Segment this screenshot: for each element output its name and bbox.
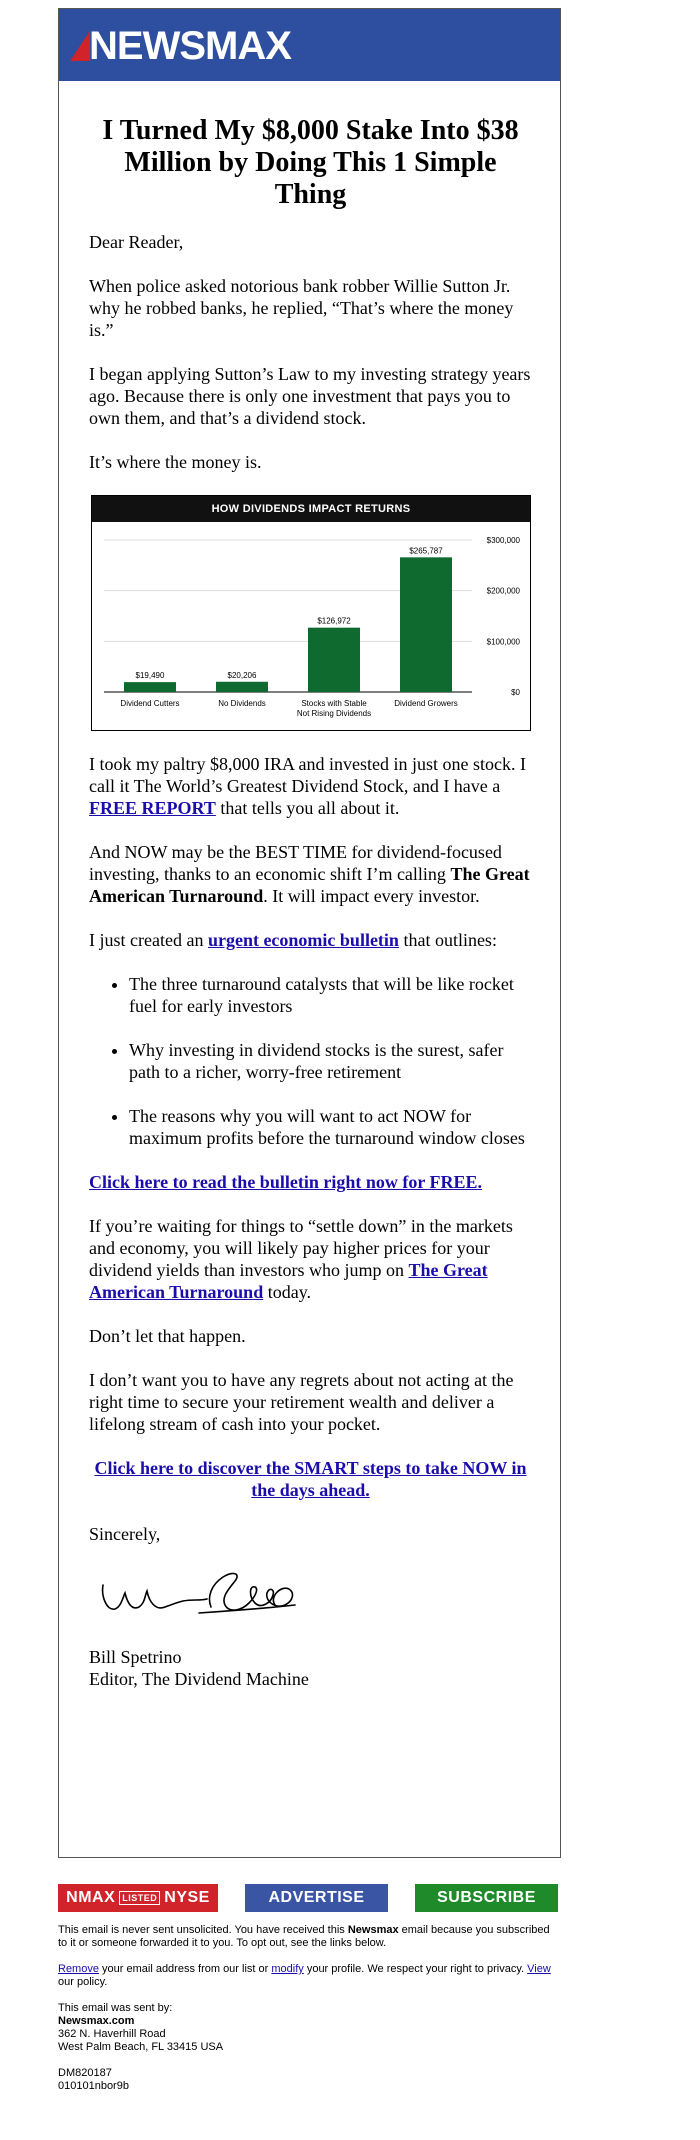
bar (400, 557, 452, 692)
turnaround-bold: The Great American Turnaround (89, 864, 530, 906)
y-tick-label: $200,000 (486, 586, 520, 596)
nmax-nyse-button[interactable]: NMAX LISTED NYSE (58, 1884, 218, 1912)
subscribe-button[interactable]: SUBSCRIBE (415, 1884, 558, 1912)
cta-read-bulletin-link[interactable]: Click here to read the bulletin right now for FREE. (89, 1172, 482, 1192)
headline: I Turned My $8,000 Stake Into $38 Million by Doing This 1 Simple Thing (102, 115, 519, 210)
cta-smart-steps-link[interactable]: Click here to discover the SMART steps to take NOW in the days ahead. (94, 1458, 527, 1500)
x-tick-label: Dividend Growers (394, 699, 458, 708)
cta-read-bulletin-row (89, 1171, 532, 1193)
paragraph-ira: I took my paltry $8,000 IRA and invested in just one stock. I call it The World’s Greatest Dividend Stock, and I have a FREE REPORT that tells you all about it. (89, 754, 526, 818)
turnaround-link[interactable]: The Great American Turnaround (89, 1260, 488, 1302)
email-card (58, 8, 561, 1858)
paragraph-bulletin: I just created an urgent economic bulletin that outlines: (89, 930, 497, 950)
data-label: $265,787 (409, 546, 443, 556)
chart-plot (92, 522, 530, 730)
paragraph-suttons-law: I began applying Sutton’s Law to my investing strategy years ago. Because there is only one investment that pays you to own them, and that’s a dividend stock. (89, 364, 531, 428)
paragraph-where-money-is: It’s where the money is. (89, 452, 262, 472)
list-item: • The three turnaround catalysts that will be like rocket fuel for early investors (129, 973, 532, 1017)
tracking-codes (58, 2067, 558, 2093)
cta-smart-steps-row (89, 1457, 532, 1501)
data-label: $126,972 (317, 616, 351, 626)
paragraph-best-time: And NOW may be the BEST TIME for dividend-focused investing, thanks to an economic shift I’m calling The Great American Turnaround. It will impact every investor. (89, 842, 530, 906)
x-tick-label: Not Rising Dividends (296, 709, 372, 718)
sender-address-line2: West Palm Beach, FL 33415 USA (58, 2041, 224, 2053)
y-tick-label: $0 (511, 688, 520, 697)
sent-by-label: This email was sent by: (58, 2002, 173, 2014)
view-policy-link[interactable]: View (527, 1963, 551, 1975)
salutation: Dear Reader, (89, 232, 184, 252)
paragraph-settle-down: If you’re waiting for things to “settle down” in the markets and economy, you will likely pay higher prices for your dividend yields than investors who jump on The Great American Turnaround today. (89, 1216, 513, 1302)
list-item: • Why investing in dividend stocks is the surest, safer path to a richer, worry-free retirement (129, 1039, 532, 1083)
listed-badge: LISTED (119, 1891, 160, 1905)
chart-title: HOW DIVIDENDS IMPACT RETURNS (92, 496, 530, 522)
y-tick-label: $300,000 (486, 536, 520, 545)
y-tick-label: $100,000 (486, 637, 520, 647)
x-tick-label: Dividend Cutters (120, 699, 180, 708)
sender-company: Newsmax.com (58, 2015, 135, 2027)
free-report-link[interactable]: FREE REPORT (89, 798, 216, 818)
closing: Sincerely, (89, 1524, 161, 1544)
bar (308, 628, 360, 692)
modify-link[interactable]: modify (271, 1963, 304, 1975)
data-label: $20,206 (227, 670, 257, 680)
bulletin-link[interactable]: urgent economic bulletin (207, 930, 399, 950)
paragraph-dont-let: Don’t let that happen. (89, 1326, 246, 1346)
x-tick-label: Stocks with Stable (301, 699, 367, 708)
dividends-chart (91, 495, 531, 731)
sender-address-line1: 362 N. Haverhill Road (58, 2028, 166, 2040)
x-tick-label: No Dividends (218, 699, 266, 708)
logo-text: NEWSMAX (89, 24, 291, 68)
privacy-notice: Remove your email address from our list or modify your profile. We respect your right to privacy. View our policy. (58, 1963, 551, 1988)
email-footer (58, 1884, 558, 2106)
bar (216, 682, 268, 692)
data-label: $19,490 (135, 671, 165, 681)
list-item: • The reasons why you will want to act NOW for maximum profits before the turnaround window closes (129, 1105, 532, 1149)
sender-info (58, 2002, 558, 2054)
signer-name: Bill Spetrino (89, 1647, 182, 1667)
newsmax-logo[interactable] (75, 23, 291, 69)
email-body (89, 81, 532, 1690)
tracking-code-2: 010101nbor9b (58, 2080, 129, 2092)
remove-link[interactable]: Remove (58, 1963, 99, 1975)
bulletin-list (89, 973, 532, 1149)
paragraph-sutton: When police asked notorious bank robber Willie Sutton Jr. why he robbed banks, he replied, “That’s where the money is.” (89, 276, 514, 340)
signer-title: Editor, The Dividend Machine (89, 1669, 309, 1689)
signature-image (99, 1567, 532, 1634)
paragraph-regrets: I don’t want you to have any regrets about not acting at the right time to secure your retirement wealth and deliver a lifelong stream of cash into your pocket. (89, 1370, 514, 1434)
bar (124, 682, 176, 692)
footer-buttons (58, 1884, 558, 1912)
advertise-button[interactable]: ADVERTISE (245, 1884, 388, 1912)
tracking-code-1: DM820187 (58, 2067, 112, 2079)
newsmax-header (59, 9, 560, 81)
unsolicited-notice: This email is never sent unsolicited. You have received this Newsmax email because you subscribed to it or someone forwarded it to you. To opt out, see the links below. (58, 1924, 550, 1949)
